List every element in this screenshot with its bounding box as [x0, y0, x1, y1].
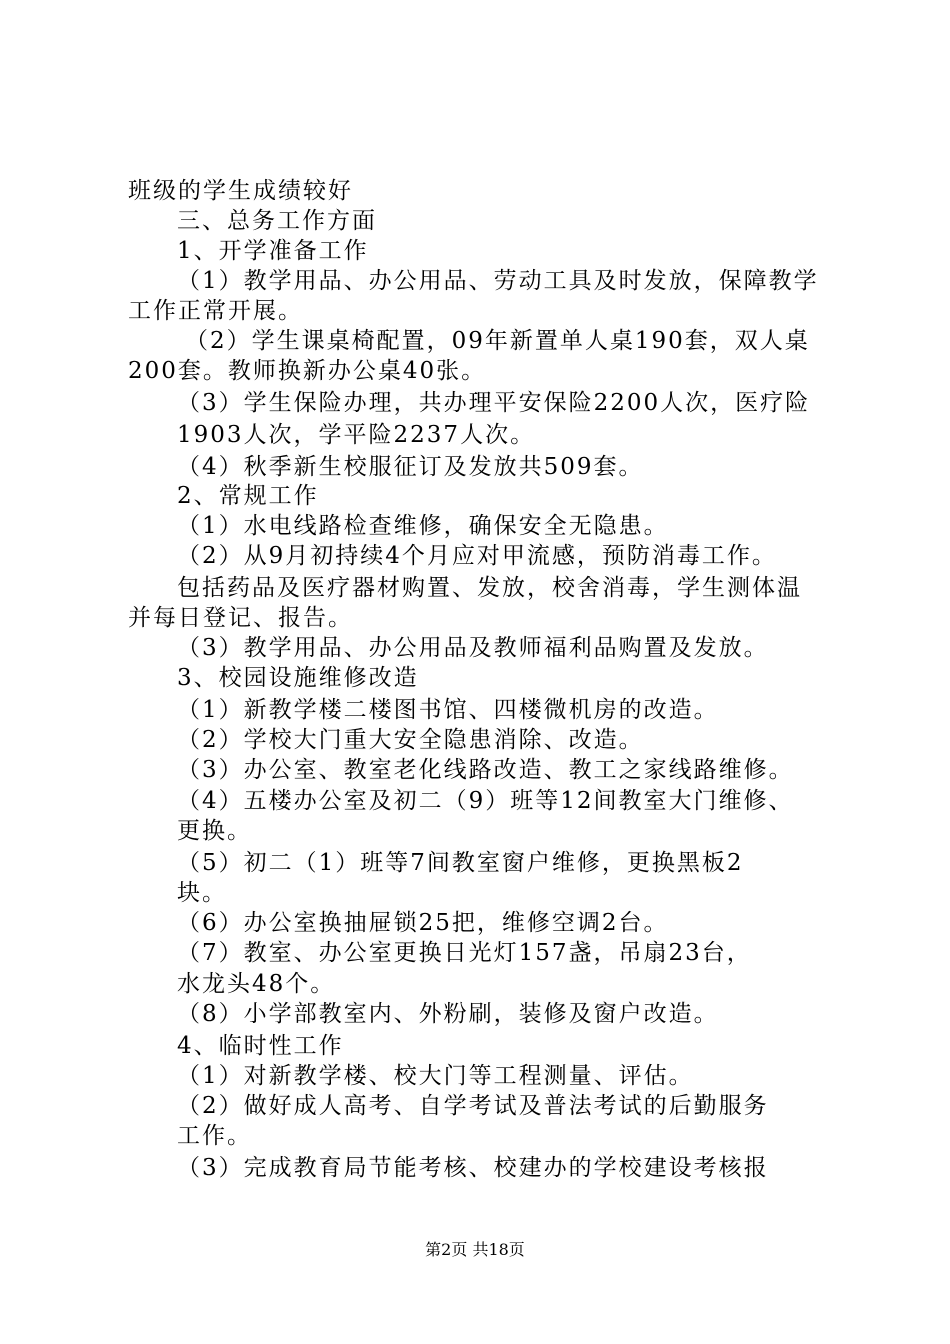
subsection-heading: 4、临时性工作 — [177, 1033, 344, 1059]
page-footer: 第2页 共18页 — [425, 1240, 525, 1259]
body-line: 200套。教师换新办公桌40张。 — [128, 358, 487, 384]
list-item: （2）学校大门重大安全隐患消除、改造。 — [177, 727, 644, 753]
body-line: 水龙头48个。 — [177, 971, 336, 997]
body-line: 块。 — [177, 880, 227, 906]
list-item: （3）完成教育局节能考核、校建办的学校建设考核报 — [177, 1155, 769, 1181]
body-line: 包括药品及医疗器材购置、发放，校舍消毒，学生测体温 — [177, 575, 802, 601]
list-item: （1）新教学楼二楼图书馆、四楼微机房的改造。 — [177, 697, 719, 723]
list-item: （3）办公室、教室老化线路改造、教工之家线路维修。 — [177, 757, 794, 783]
list-item: （7）教室、办公室更换日光灯157盏，吊扇23台， — [177, 940, 752, 966]
list-item: （2）学生课桌椅配置，09年新置单人桌190套，双人桌 — [185, 328, 810, 354]
body-line: 并每日登记、报告。 — [128, 605, 353, 631]
list-item: （3）教学用品、办公用品及教师福利品购置及发放。 — [177, 635, 769, 661]
list-item: （3）学生保险办理，共办理平安保险2200人次，医疗险 — [177, 390, 811, 416]
list-item: （1）教学用品、办公用品、劳动工具及时发放，保障教学 — [177, 268, 819, 294]
body-line: 更换。 — [177, 818, 252, 844]
list-item: （4）秋季新生校服征订及发放共509套。 — [177, 454, 644, 480]
list-item: （5）初二（1）班等7间教室窗户维修，更换黑板2 — [177, 850, 744, 876]
section-heading: 三、总务工作方面 — [177, 208, 377, 234]
subsection-heading: 1、开学准备工作 — [177, 238, 369, 264]
subsection-heading: 2、常规工作 — [177, 483, 319, 509]
body-line: 工作正常开展。 — [128, 298, 303, 324]
list-item: （2）从9月初持续4个月应对甲流感，预防消毒工作。 — [177, 543, 777, 569]
subsection-heading: 3、校园设施维修改造 — [177, 665, 419, 691]
list-item: （8）小学部教室内、外粉刷，装修及窗户改造。 — [177, 1001, 719, 1027]
body-line: 1903人次，学平险2237人次。 — [177, 422, 536, 448]
list-item: （6）办公室换抽屉锁25把，维修空调2台。 — [177, 910, 669, 936]
list-item: （1）对新教学楼、校大门等工程测量、评估。 — [177, 1063, 694, 1089]
list-item: （4）五楼办公室及初二（9）班等12间教室大门维修、 — [177, 788, 794, 814]
list-item: （2）做好成人高考、自学考试及普法考试的后勤服务 — [177, 1093, 769, 1119]
body-line: 工作。 — [177, 1123, 252, 1149]
list-item: （1）水电线路检查维修，确保安全无隐患。 — [177, 513, 669, 539]
body-line: 班级的学生成绩较好 — [128, 178, 353, 204]
